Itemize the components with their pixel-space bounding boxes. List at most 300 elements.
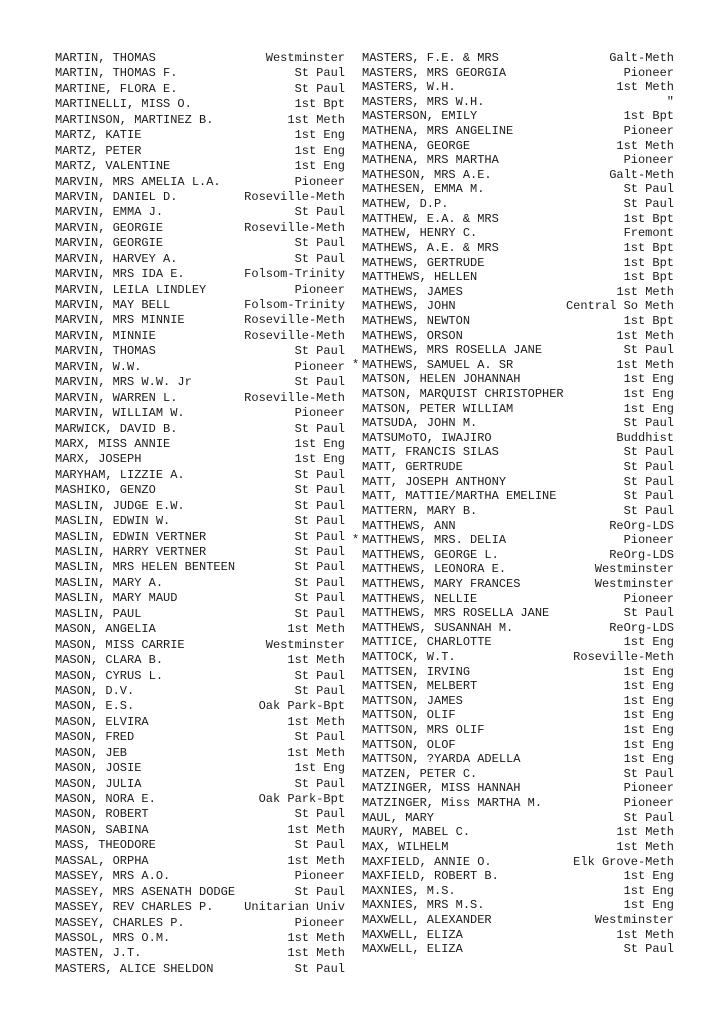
entry-church: 1st Eng xyxy=(623,723,674,738)
entry-church: Westminster xyxy=(594,912,674,927)
entry-church: St Paul xyxy=(294,838,345,853)
entry-name: MARVIN, LEILA LINDLEY xyxy=(55,282,207,297)
directory-entry xyxy=(55,730,345,745)
entry-name: MASON, JULIA xyxy=(55,776,142,791)
directory-entry xyxy=(55,530,345,545)
entry-name: MARTZ, KATIE xyxy=(55,128,142,143)
entry-church: 1st Meth xyxy=(616,825,674,840)
directory-entry xyxy=(55,761,345,776)
entry-church: St Paul xyxy=(623,606,674,621)
entry-name: MATHEWS, NEWTON xyxy=(362,313,471,328)
directory-entry xyxy=(55,900,345,915)
entry-church: 1st Meth xyxy=(287,930,345,945)
directory-entry xyxy=(362,621,674,636)
directory-entry xyxy=(55,591,345,606)
entry-church: 1st Meth xyxy=(287,946,345,961)
entry-church: St Paul xyxy=(294,344,345,359)
directory-entry xyxy=(362,811,674,826)
directory-entry xyxy=(55,792,345,807)
entry-church: 1st Meth xyxy=(287,822,345,837)
entry-name: MASTERS, W.H. xyxy=(362,80,456,95)
entry-church: St Paul xyxy=(623,445,674,460)
directory-entry xyxy=(55,205,345,220)
entry-name: MASLIN, EDWIN VERTNER xyxy=(55,529,207,544)
entry-church: St Paul xyxy=(294,606,345,621)
directory-entry xyxy=(362,606,674,621)
entry-church: Westminster xyxy=(594,576,674,591)
entry-name: MASS, THEODORE xyxy=(55,838,156,853)
entry-name: MAXFIELD, ROBERT B. xyxy=(362,869,499,884)
entry-name: MARTZ, VALENTINE xyxy=(55,159,171,174)
entry-name: MARVIN, GEORGIE xyxy=(55,236,164,251)
directory-entry xyxy=(362,592,674,607)
entry-name: MATHEWS, JAMES xyxy=(362,284,463,299)
entry-church: 1st Meth xyxy=(287,714,345,729)
directory-entry xyxy=(55,66,345,81)
directory-entry xyxy=(55,344,345,359)
entry-church: ReOrg-LDS xyxy=(609,620,674,635)
entry-name: MARVIN, MRS MINNIE xyxy=(55,313,185,328)
directory-entry xyxy=(55,51,345,66)
directory-entry xyxy=(55,406,345,421)
directory-entry xyxy=(362,182,674,197)
entry-church: 1st Meth xyxy=(616,138,674,153)
entry-name: MATSUMoTO, IWAJIRO xyxy=(362,430,492,445)
entry-name: MATHENA, MRS MARTHA xyxy=(362,153,499,168)
entry-church: Westminster xyxy=(265,637,345,652)
entry-church: 1st Meth xyxy=(287,853,345,868)
entry-church: Pioneer xyxy=(294,282,345,297)
entry-name: MASON, MISS CARRIE xyxy=(55,637,185,652)
entry-name: MATTHEWS, LEONORA E. xyxy=(362,562,507,577)
entry-name: MATT, GERTRUDE xyxy=(362,460,463,475)
directory-entry xyxy=(362,51,674,66)
entry-name: MASSEY, MRS A.O. xyxy=(55,869,171,884)
entry-name: MATTHEWS, SUSANNAH M. xyxy=(362,620,514,635)
entry-church: 1st Bpt xyxy=(623,313,674,328)
entry-name: MATHEWS, MRS ROSELLA JANE xyxy=(362,343,543,358)
directory-entry xyxy=(55,452,345,467)
entry-church: St Paul xyxy=(623,343,674,358)
entry-church: Westminster xyxy=(265,51,345,65)
entry-church: 1st Eng xyxy=(623,693,674,708)
directory-entry xyxy=(362,767,674,782)
directory-entry xyxy=(362,489,674,504)
directory-entry xyxy=(55,699,345,714)
directory-entry xyxy=(362,475,674,490)
entry-name: MATTERN, MARY B. xyxy=(362,503,478,518)
directory-entry xyxy=(55,82,345,97)
entry-name: MARTINSON, MARTINEZ B. xyxy=(55,112,214,127)
directory-entry xyxy=(55,283,345,298)
entry-name: MASON, FRED xyxy=(55,730,135,745)
entry-name: MASTERSON, EMILY xyxy=(362,109,478,124)
entry-church: St Paul xyxy=(294,560,345,575)
entry-church: St Paul xyxy=(623,503,674,518)
entry-church: St Paul xyxy=(294,66,345,81)
directory-entry xyxy=(55,252,345,267)
entry-church: 1st Bpt xyxy=(623,109,674,124)
entry-name: MATHEWS, GERTRUDE xyxy=(362,255,485,270)
entry-name: MASTEN, J.T. xyxy=(55,946,142,961)
directory-entry xyxy=(362,314,674,329)
directory-entry xyxy=(55,807,345,822)
entry-name: MASON, CYRUS L. xyxy=(55,668,164,683)
entry-church: Roseville-Meth xyxy=(573,649,674,664)
entry-name: MASLIN, MRS HELEN BENTEEN xyxy=(55,560,236,575)
directory-entry xyxy=(362,387,674,402)
entry-church: Pioneer xyxy=(623,781,674,796)
entry-church: Elk Grove-Meth xyxy=(573,854,674,869)
entry-name: * MATHEWS, SAMUEL A. SR xyxy=(362,358,513,373)
entry-church: 1st Meth xyxy=(287,112,345,127)
entry-church: St Paul xyxy=(294,575,345,590)
directory-entry xyxy=(55,514,345,529)
entry-church: 1st Bpt xyxy=(623,240,674,255)
directory-entry xyxy=(362,95,674,110)
directory-entry xyxy=(362,869,674,884)
entry-church: Unitarian Univ xyxy=(244,900,345,915)
directory-entry xyxy=(362,825,674,840)
entry-church: 1st Meth xyxy=(616,284,674,299)
entry-name: MATT, FRANCIS SILAS xyxy=(362,445,499,460)
directory-entry xyxy=(362,256,674,271)
directory-entry xyxy=(362,285,674,300)
directory-entry xyxy=(55,391,345,406)
directory-entry xyxy=(362,533,674,548)
directory-entry xyxy=(362,781,674,796)
entry-name: MASON, ROBERT xyxy=(55,807,149,822)
entry-church: 1st Meth xyxy=(287,653,345,668)
entry-name: MARVIN, MAY BELL xyxy=(55,298,171,312)
entry-church: 1st Meth xyxy=(616,80,674,95)
directory-entry xyxy=(55,468,345,483)
entry-name: MATTHEWS, HELLEN xyxy=(362,270,478,285)
entry-name: MATT, JOSEPH ANTHONY xyxy=(362,474,507,489)
entry-church: Oak Park-Bpt xyxy=(258,699,345,714)
entry-church: St Paul xyxy=(294,668,345,683)
directory-entry xyxy=(55,360,345,375)
directory-entry xyxy=(362,139,674,154)
entry-name: MAURY, MABEL C. xyxy=(362,825,471,840)
entry-name: MARVIN, MRS W.W. Jr xyxy=(55,375,192,390)
entry-church: 1st Meth xyxy=(287,745,345,760)
entry-name: MASON, JOSIE xyxy=(55,761,142,776)
directory-entry xyxy=(362,226,674,241)
directory-entry xyxy=(55,144,345,159)
entry-church: 1st Bpt xyxy=(294,97,345,112)
entry-church: 1st Bpt xyxy=(623,255,674,270)
entry-name: MATTSON, JAMES xyxy=(362,693,463,708)
directory-entry xyxy=(55,962,345,977)
directory-entry xyxy=(55,236,345,251)
directory-entry xyxy=(362,635,674,650)
entry-church: 1st Bpt xyxy=(623,270,674,285)
directory-entry xyxy=(55,916,345,931)
directory-entry xyxy=(55,653,345,668)
directory-entry xyxy=(362,416,674,431)
entry-church: 1st Meth xyxy=(287,622,345,637)
entry-name: MARVIN, GEORGIE xyxy=(55,220,164,235)
entry-church: St Paul xyxy=(294,205,345,220)
directory-entry xyxy=(362,519,674,534)
directory-entry xyxy=(55,885,345,900)
directory-entry xyxy=(362,445,674,460)
entry-name: * MATTHEWS, MRS. DELIA xyxy=(362,533,506,548)
entry-church: 1st Meth xyxy=(616,328,674,343)
directory-entry xyxy=(55,545,345,560)
entry-name: MAX, WILHELM xyxy=(362,839,449,854)
directory-entry xyxy=(362,796,674,811)
entry-church: St Paul xyxy=(294,545,345,559)
directory-entry xyxy=(55,128,345,143)
directory-entry xyxy=(362,694,674,709)
entry-name: MASLIN, PAUL xyxy=(55,606,142,621)
directory-entry xyxy=(362,562,674,577)
entry-church: St Paul xyxy=(294,514,345,529)
entry-church: 1st Eng xyxy=(623,679,674,694)
entry-church: 1st Eng xyxy=(623,372,674,387)
entry-name: MATHESEN, EMMA M. xyxy=(362,182,485,197)
entry-church: Pioneer xyxy=(623,533,674,548)
entry-church: St Paul xyxy=(294,683,345,698)
entry-name: MASSEY, REV CHARLES P. xyxy=(55,900,214,915)
entry-church: St Paul xyxy=(623,182,674,197)
directory-entry xyxy=(55,221,345,236)
entry-church: 1st Meth xyxy=(616,927,674,942)
entry-church: St Paul xyxy=(294,236,345,251)
entry-name: MATTHEWS, GEORGE L. xyxy=(362,547,499,562)
entry-church: Fremont xyxy=(623,226,674,241)
entry-church: St Paul xyxy=(623,197,674,212)
entry-name: MATHEWS, A.E. & MRS xyxy=(362,240,499,255)
entry-name: MARVIN, HARVEY A. xyxy=(55,251,178,266)
directory-entry xyxy=(362,80,674,95)
entry-name: MARVIN, WARREN L. xyxy=(55,390,178,405)
directory-entry xyxy=(362,928,674,943)
directory-entry xyxy=(55,669,345,684)
entry-name: MASLIN, EDWIN W. xyxy=(55,514,171,529)
entry-church: Pioneer xyxy=(294,915,345,930)
entry-church: ReOrg-LDS xyxy=(609,547,674,562)
entry-name: MASSOL, MRS O.M. xyxy=(55,930,171,945)
directory-entry xyxy=(55,946,345,961)
directory-entry xyxy=(55,97,345,112)
entry-church: St Paul xyxy=(623,942,674,957)
entry-name: MASON, E.S. xyxy=(55,699,135,714)
entry-name: MARX, JOSEPH xyxy=(55,452,142,467)
entry-name: MAXFIELD, ANNIE O. xyxy=(362,854,492,869)
entry-church: St Paul xyxy=(294,591,345,606)
entry-church: Pioneer xyxy=(623,153,674,168)
entry-name: MASON, NORA E. xyxy=(55,792,156,806)
entry-name: MASLIN, MARY A. xyxy=(55,575,164,590)
entry-name: MASTERS, MRS W.H. xyxy=(362,94,485,109)
entry-name: MATSON, MARQUIST CHRISTOPHER xyxy=(362,387,564,402)
directory-entry xyxy=(362,241,674,256)
directory-entry xyxy=(55,854,345,869)
directory-entry xyxy=(362,577,674,592)
directory-entry xyxy=(55,159,345,174)
directory-entry xyxy=(362,124,674,139)
entry-name: MATTOCK, W.T. xyxy=(362,649,456,664)
entry-church: Folsom-Trinity xyxy=(244,298,345,312)
entry-church: Roseville-Meth xyxy=(244,220,345,235)
entry-name: MARTZ, PETER xyxy=(55,143,142,158)
directory-entry xyxy=(362,153,674,168)
entry-name: MARX, MISS ANNIE xyxy=(55,436,171,451)
entry-church: St Paul xyxy=(623,489,674,504)
entry-name: MASTERS, ALICE SHELDON xyxy=(55,961,214,976)
entry-name: MARVIN, WILLIAM W. xyxy=(55,406,185,421)
entry-name: MARVIN, EMMA J. xyxy=(55,205,164,220)
directory-entry xyxy=(55,113,345,128)
entry-church: St Paul xyxy=(294,81,345,96)
entry-church: 1st Eng xyxy=(623,737,674,752)
entry-church: 1st Meth xyxy=(616,839,674,854)
directory-entry xyxy=(362,884,674,899)
entry-name: MATTSEN, IRVING xyxy=(362,664,471,679)
entry-church: St Paul xyxy=(294,529,345,544)
directory-entry xyxy=(55,190,345,205)
right-column xyxy=(362,51,674,957)
entry-name: MASLIN, MARY MAUD xyxy=(55,591,178,606)
entry-name: MARTIN, THOMAS F. xyxy=(55,66,178,81)
entry-church: Pioneer xyxy=(294,406,345,421)
entry-church: St Paul xyxy=(294,467,345,482)
entry-church: Pioneer xyxy=(294,869,345,884)
entry-church: Westminster xyxy=(594,562,674,577)
entry-name: MATZINGER, MISS HANNAH xyxy=(362,781,521,796)
entry-name: MASTERS, F.E. & MRS xyxy=(362,51,499,65)
directory-entry xyxy=(55,931,345,946)
entry-church: 1st Eng xyxy=(623,401,674,416)
directory-entry xyxy=(362,109,674,124)
entry-name: MATSON, PETER WILLIAM xyxy=(362,401,514,416)
directory-entry xyxy=(362,913,674,928)
directory-entry xyxy=(362,548,674,563)
directory-entry xyxy=(362,168,674,183)
directory-entry xyxy=(55,823,345,838)
directory-entry xyxy=(55,313,345,328)
entry-name: MARVIN, THOMAS xyxy=(55,344,156,359)
entry-name: MAUL, MARY xyxy=(362,810,435,825)
entry-church: St Paul xyxy=(294,375,345,390)
directory-entry xyxy=(362,299,674,314)
entry-church: Pioneer xyxy=(294,359,345,374)
entry-name: MATTSEN, MELBERT xyxy=(362,679,478,694)
entry-church: Folsom-Trinity xyxy=(244,267,345,282)
directory-entry xyxy=(55,622,345,637)
entry-name: MASON, ANGELIA xyxy=(55,622,156,637)
directory-entry xyxy=(362,708,674,723)
directory-entry xyxy=(362,460,674,475)
entry-church: St Paul xyxy=(294,483,345,498)
entry-name: MATTSON, MRS OLIF xyxy=(362,723,485,738)
entry-name: MATHEW, D.P. xyxy=(362,197,449,212)
entry-name: MARVIN, MINNIE xyxy=(55,328,156,343)
entry-name: MASLIN, HARRY VERTNER xyxy=(55,545,207,559)
entry-church: 1st Bpt xyxy=(623,211,674,226)
directory-entry xyxy=(362,898,674,913)
directory-entry xyxy=(55,777,345,792)
entry-name: MAXNIES, M.S. xyxy=(362,883,456,898)
entry-church: 1st Eng xyxy=(294,128,345,143)
entry-name: MASSEY, MRS ASENATH DODGE xyxy=(55,884,236,899)
entry-church: 1st Eng xyxy=(294,436,345,451)
entry-church: 1st Eng xyxy=(623,752,674,767)
directory-entry xyxy=(362,402,674,417)
entry-church: Roseville-Meth xyxy=(244,189,345,204)
directory-entry xyxy=(362,372,674,387)
entry-name: MAXNIES, MRS M.S. xyxy=(362,898,485,913)
directory-entry xyxy=(362,665,674,680)
entry-church: Oak Park-Bpt xyxy=(258,792,345,806)
entry-name: MARVIN, W.W. xyxy=(55,359,142,374)
entry-church: St Paul xyxy=(623,810,674,825)
entry-church: 1st Eng xyxy=(623,869,674,884)
entry-church: St Paul xyxy=(294,498,345,513)
entry-name: MASLIN, JUDGE E.W. xyxy=(55,498,185,513)
entry-church: St Paul xyxy=(294,961,345,976)
entry-name: MATHEWS, ORSON xyxy=(362,328,463,343)
entry-church: 1st Eng xyxy=(623,635,674,650)
directory-entry xyxy=(362,650,674,665)
entry-name: MARTINELLI, MISS O. xyxy=(55,97,192,112)
directory-entry xyxy=(55,869,345,884)
entry-name: MASON, CLARA B. xyxy=(55,653,164,668)
directory-entry xyxy=(55,483,345,498)
entry-name: MATHEW, HENRY C. xyxy=(362,226,478,241)
entry-church: St Paul xyxy=(294,776,345,791)
entry-name: MATSUDA, JOHN M. xyxy=(362,416,478,431)
directory-entry xyxy=(55,298,345,313)
entry-name: MATTHEWS, NELLIE xyxy=(362,591,478,606)
entry-name: MATTSON, OLOF xyxy=(362,737,456,752)
directory-entry xyxy=(362,738,674,753)
directory-entry xyxy=(362,212,674,227)
entry-church: 1st Eng xyxy=(623,708,674,723)
entry-name: MATT, MATTIE/MARTHA EMELINE xyxy=(362,489,557,504)
directory-entry xyxy=(55,607,345,622)
entry-name: MASON, ELVIRA xyxy=(55,714,149,729)
entry-name: MATTHEW, E.A. & MRS xyxy=(362,211,499,226)
entry-name: MAXWELL, ALEXANDER xyxy=(362,912,492,927)
entry-church: Pioneer xyxy=(623,591,674,606)
directory-entry xyxy=(362,358,674,373)
directory-entry xyxy=(55,329,345,344)
entry-name: MAXWELL, ELIZA xyxy=(362,927,463,942)
entry-name: MARWICK, DAVID B. xyxy=(55,421,178,436)
directory-entry xyxy=(55,375,345,390)
directory-entry xyxy=(362,66,674,81)
entry-name: MATHEWS, JOHN xyxy=(362,299,456,314)
entry-name: MASON, SABINA xyxy=(55,822,149,837)
entry-church: St Paul xyxy=(623,766,674,781)
entry-church: " xyxy=(666,94,674,109)
directory-entry xyxy=(55,838,345,853)
entry-church: 1st Meth xyxy=(616,357,674,372)
entry-name: MATTHEWS, ANN xyxy=(362,518,456,533)
entry-church: St Paul xyxy=(623,460,674,475)
entry-name: MARVIN, DANIEL D. xyxy=(55,189,178,204)
entry-name: MATTSON, ?YARDA ADELLA xyxy=(362,752,521,767)
entry-church: ReOrg-LDS xyxy=(609,518,674,533)
entry-name: MATZINGER, Miss MARTHA M. xyxy=(362,796,543,811)
entry-name: MATTHEWS, MRS ROSELLA JANE xyxy=(362,606,550,621)
entry-church: 1st Eng xyxy=(623,898,674,913)
entry-name: MATTICE, CHARLOTTE xyxy=(362,635,492,650)
